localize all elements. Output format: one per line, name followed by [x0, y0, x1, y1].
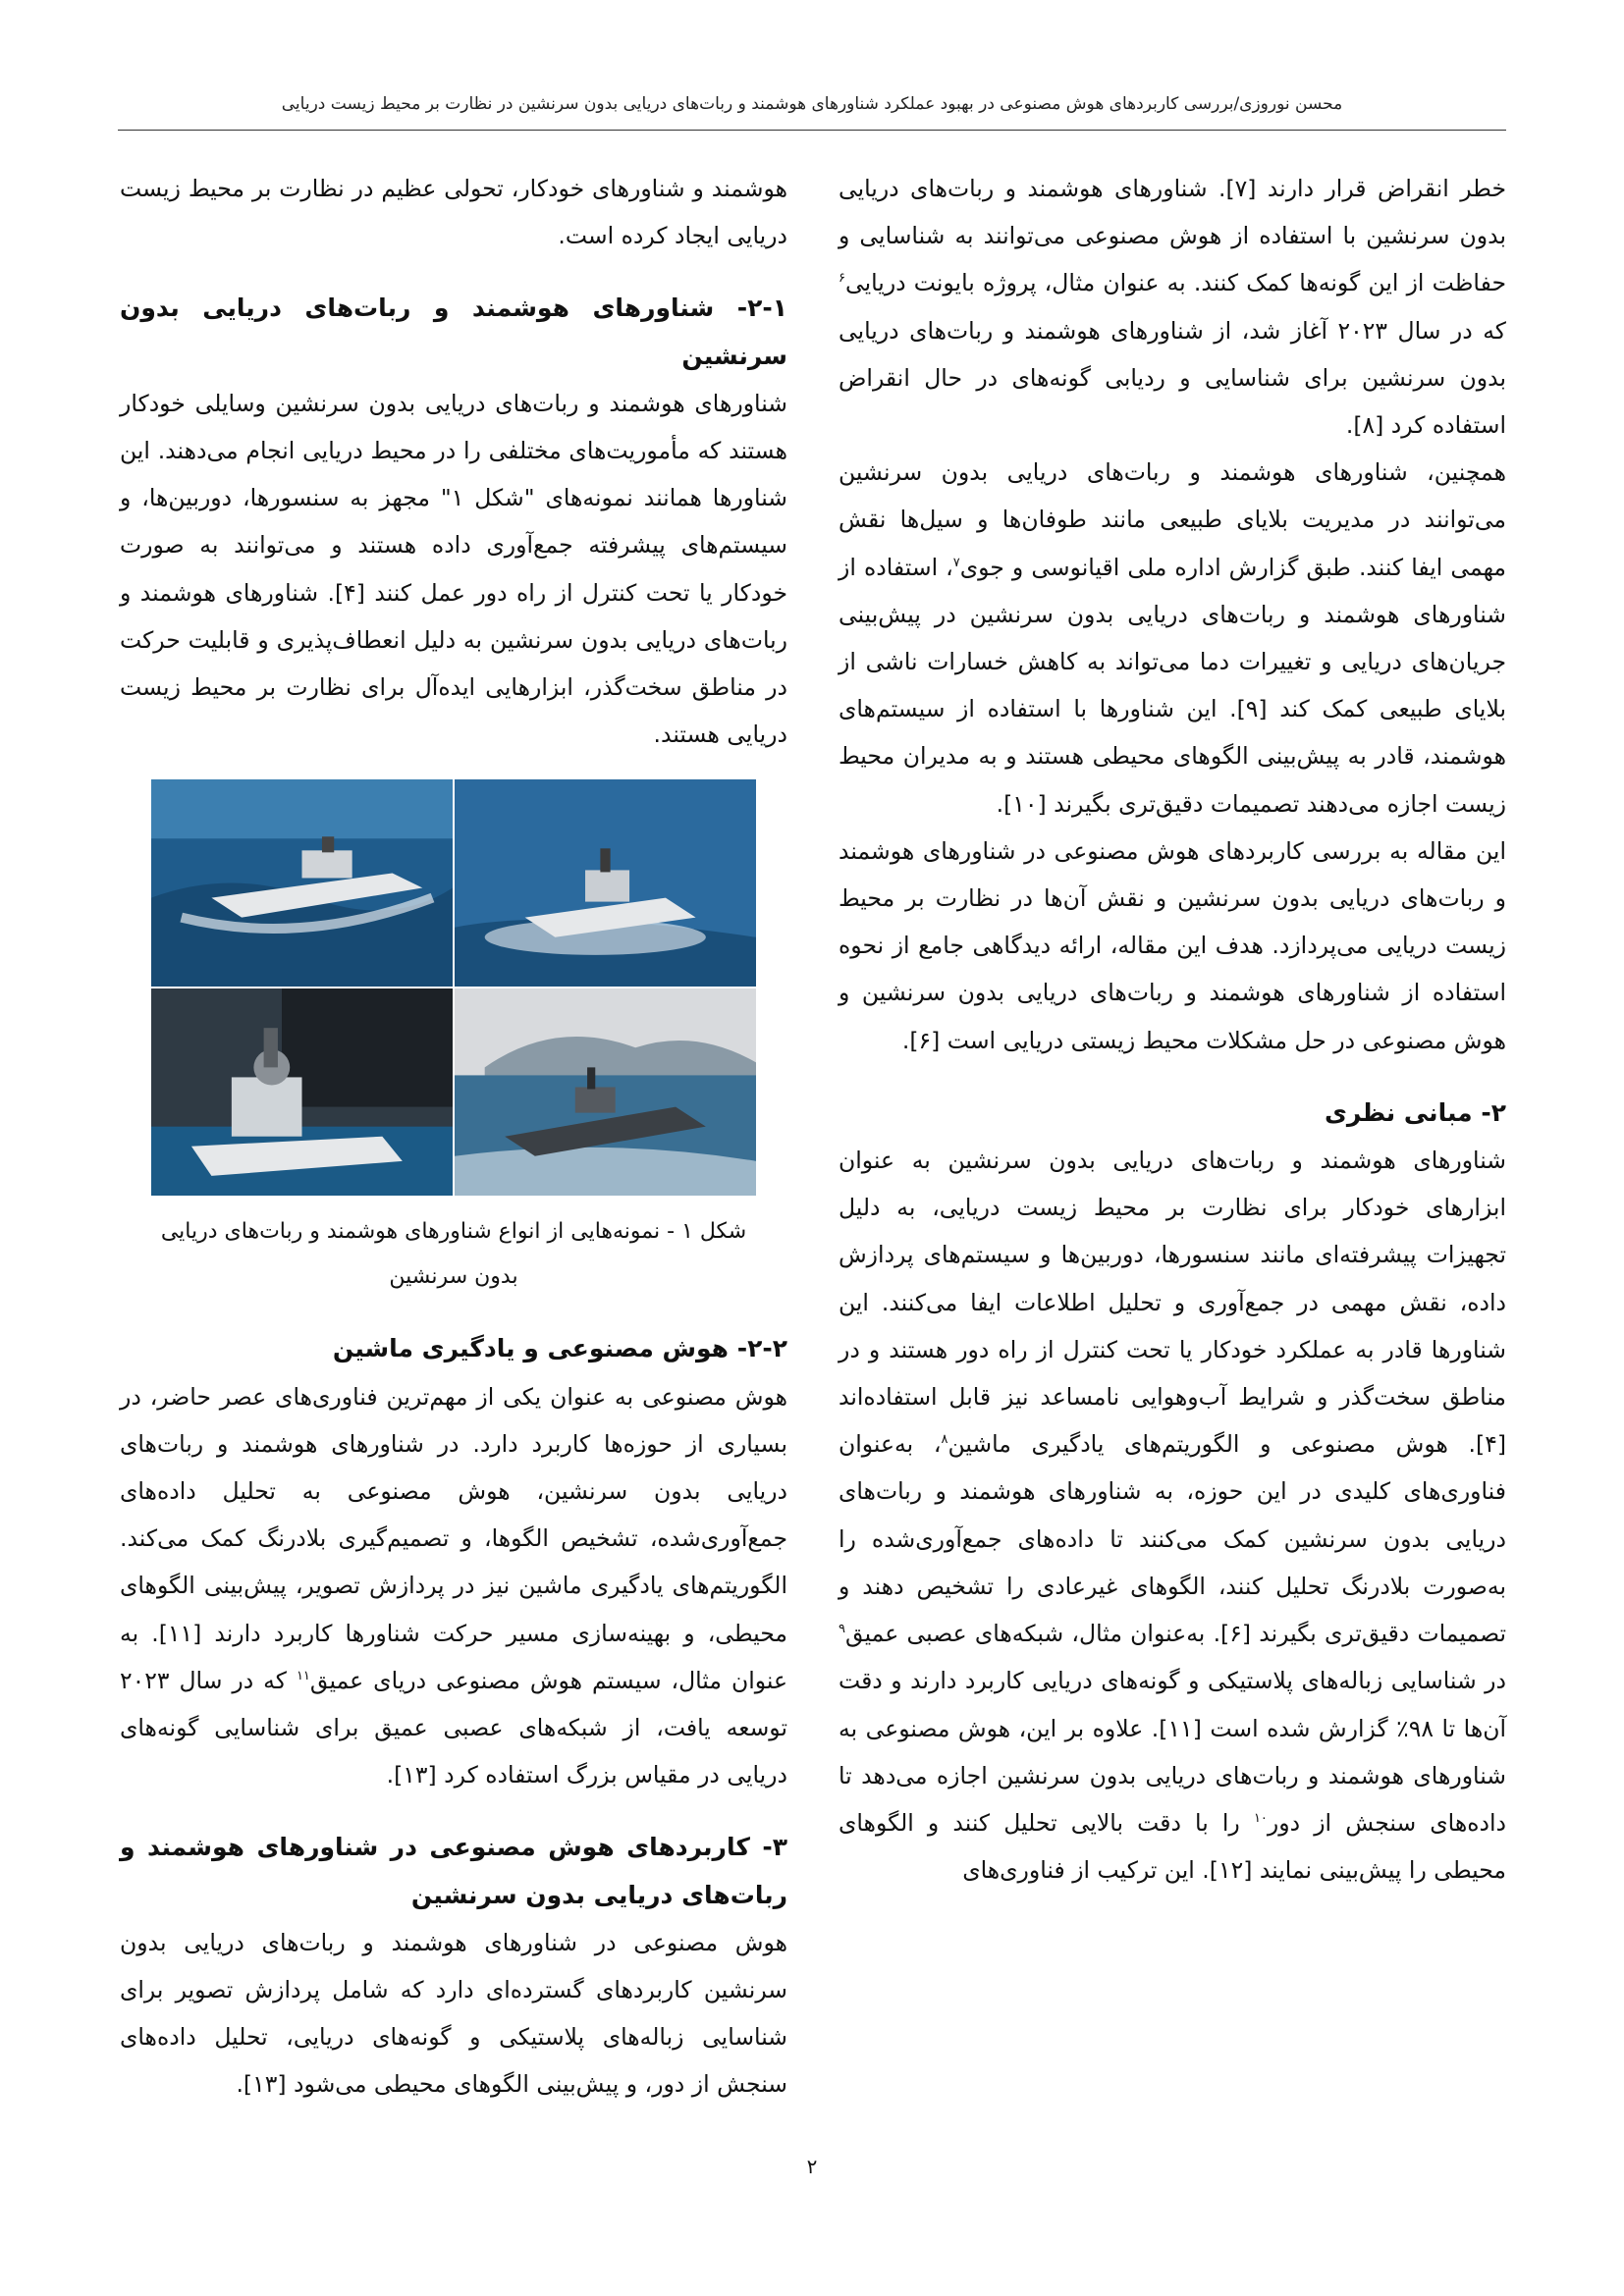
figure-panel-boat-2 [455, 779, 756, 987]
footnote-marker: ۱۰ [1253, 1811, 1268, 1827]
paragraph: هوشمند و شناورهای خودکار، تحولی عظیم در نظارت بر محیط زیست دریایی ایجاد کرده است. [120, 175, 787, 250]
footnote-marker: ۷ [952, 555, 960, 570]
footnote-marker: ۶ [839, 271, 845, 287]
footnote-marker: ۱۱ [296, 1669, 310, 1684]
figure-panel-boat-1 [151, 779, 453, 987]
paragraph: هوش مصنوعی در شناورهای هوشمند و ربات‌های دریایی بدون سرنشین کاربردهای گسترده‌ای دارد که شامل پردازش تصویر برای شناسایی زباله‌های پلاستیکی و گونه‌های دریایی، تحلیل داده‌های سنجش از دور، و پیش‌بینی الگوهای محیطی می‌شود [۱۳]. [120, 1928, 787, 2099]
paragraph: هوش مصنوعی به عنوان یکی از مهم‌ترین فناوری‌های عصر حاضر، در بسیاری از حوزه‌ها کاربرد دارد. در شناورهای هوشمند و ربات‌های دریایی بدون سرنشین، هوش مصنوعی به تحلیل داده‌های جمع‌آوری‌شده، تشخیص الگوها، و تصمیم‌گیری بلادرنگ کمک می‌کند. الگوریتم‌های یادگیری ماشین نیز در پردازش تصویر، پیش‌بینی الگوهای محیطی، و بهینه‌سازی مسیر حرکت شناورها کاربرد دارند [۱۱]. به عنوان مثال، سیستم هوش مصنوعی دریای عمیق$^{۱۱}$ که در سال ۲۰۲۳ توسعه یافت، از شبکه‌های عصبی عمیق برای شناسایی گونه‌های دریایی در مقیاس بزرگ استفاده کرد [۱۳]. [120, 1382, 788, 1789]
figure-panel-boat-4 [455, 988, 756, 1196]
paragraph: این مقاله به بررسی کاربردهای هوش مصنوعی در شناورهای هوشمند و ربات‌های دریایی بدون سرنشین و نقش آن‌ها در نظارت بر محیط زیست دریایی می‌پردازد. هدف این مقاله، ارائه دیدگاهی جامع از نحوه استفاده از شناورهای هوشمند و ربات‌های دریایی بدون سرنشین و هوش مصنوعی در حل مشکلات محیط زیستی دریایی است [۶]. [839, 836, 1506, 1054]
section-heading: ۲- مبانی نظری [1324, 1097, 1506, 1127]
figure-image-grid [151, 779, 756, 1196]
left-column [120, 165, 787, 2109]
paragraph: شناورهای هوشمند و ربات‌های دریایی بدون سرنشین وسایلی خودکار هستند که مأموریت‌های مختلفی را در محیط دریایی انجام می‌دهند. این شناورها همانند نمونه‌های "شکل ۱" مجهز به سنسورها، دوربین‌ها، و سیستم‌های پیشرفته جمع‌آوری داده هستند و می‌توانند به صورت خودکار یا تحت کنترل از راه دور عمل کنند [۴]. شناورهای هوشمند و ربات‌های دریایی بدون سرنشین به دلیل انعطاف‌پذیری و قابلیت حرکت در مناطق سخت‌گذر، ابزارهایی ایده‌آل برای نظارت بر محیط زیست دریایی هستند. [120, 389, 787, 749]
figure-panel-boat-3 [151, 988, 453, 1196]
paragraph: شناورهای هوشمند و ربات‌های دریایی بدون سرنشین به عنوان ابزارهای خودکار برای نظارت بر محیط زیست دریایی، به دلیل تجهیزات پیشرفته‌ای مانند سنسورها، دوربین‌ها و سیستم‌های پردازش داده، نقش مهمی در جمع‌آوری و تحلیل اطلاعات ایفا می‌کنند. این شناورها قادر به عملکرد خودکار یا تحت کنترل از راه دور هستند و در مناطق سخت‌گذر و شرایط آب‌وهوایی نامساعد نیز قابل استفاده‌اند [۴]. هوش مصنوعی و الگوریتم‌های یادگیری ماشین$^۸$، به‌عنوان فناوری‌های کلیدی در این حوزه، به شناورهای هوشمند و ربات‌های دریایی بدون سرنشین کمک می‌کنند تا داده‌های جمع‌آوری‌شده را به‌صورت بلادرنگ تحلیل کنند، الگوهای غیرعادی را تشخیص دهند و تصمیمات دقیق‌تری بگیرند [۶]. به‌عنوان مثال، شبکه‌های عصبی عمیق$^۹$ در شناسایی زباله‌های پلاستیکی و گونه‌های دریایی کاربرد دارند و دقت آن‌ها تا ۹۸٪ گزارش شده است [۱۱]. علاوه بر این، هوش مصنوعی به شناورهای هوشمند و ربات‌های دریایی بدون سرنشین اجازه می‌دهد تا داده‌های سنجش از دور$^{۱۰}$ را با دقت بالایی تحلیل کنند و الگوهای محیطی را پیش‌بینی نمایند [۱۲]. این ترکیب از فناوری‌های [839, 1147, 1507, 1885]
section-heading: ۲-۱- شناورهای هوشمند و ربات‌های دریایی بدون سرنشین [120, 294, 787, 370]
header-rule [118, 130, 1506, 131]
footnote-marker: ۹ [839, 1622, 845, 1637]
paragraph: همچنین، شناورهای هوشمند و ربات‌های دریایی بدون سرنشین می‌توانند در مدیریت بلایای طبیعی مانند طوفان‌ها و سیل‌ها نقش مهمی ایفا کنند. طبق گزارش اداره ملی اقیانوسی و جوی$^۷$، استفاده از شناورهای هوشمند و ربات‌های دریایی بدون سرنشین در پیش‌بینی جریان‌های دریایی و تغییرات دما می‌تواند به کاهش خسارات ناشی از بلایای طبیعی کمک کند [۹]. این شناورها با استفاده از سیستم‌های هوشمند، قادر به پیش‌بینی الگوهای محیطی هستند و به مدیران محیط زیست اجازه می‌دهند تصمیمات دقیق‌تری بگیرند [۱۰]. [839, 458, 1507, 818]
section-heading: ۳- کاربردهای هوش مصنوعی در شناورهای هوشمند و ربات‌های دریایی بدون سرنشین [120, 1833, 787, 1909]
section-heading: ۲-۲- هوش مصنوعی و یادگیری ماشین [332, 1334, 787, 1363]
figure-caption: شکل ۱ - نمونه‌هایی از انواع شناورهای هوشمند و ربات‌های دریایی بدون سرنشین [160, 1219, 747, 1290]
footnote-marker: ۸ [941, 1432, 948, 1448]
page-number: ۲ [806, 2155, 818, 2178]
paragraph: خطر انقراض قرار دارند [۷]. شناورهای هوشمند و ربات‌های دریایی بدون سرنشین با استفاده از هوش مصنوعی می‌توانند به شناسایی و حفاظت از این گونه‌ها کمک کنند. به عنوان مثال، پروژه بایونت دریایی$^۶$ که در سال ۲۰۲۳ آغاز شد، از شناورهای هوشمند و ربات‌های دریایی بدون سرنشین برای شناسایی و ردیابی گونه‌های در حال انقراض استفاده کرد [۸]. [839, 175, 1506, 440]
right-column [839, 165, 1506, 1894]
figure-1 [120, 779, 787, 1300]
running-head: محسن نوروزی/بررسی کاربردهای هوش مصنوعی در بهبود عملکرد شناورهای هوشمند و ربات‌های دریایی بدون سرنشین در نظارت بر محیط زیست دریایی [281, 94, 1343, 114]
